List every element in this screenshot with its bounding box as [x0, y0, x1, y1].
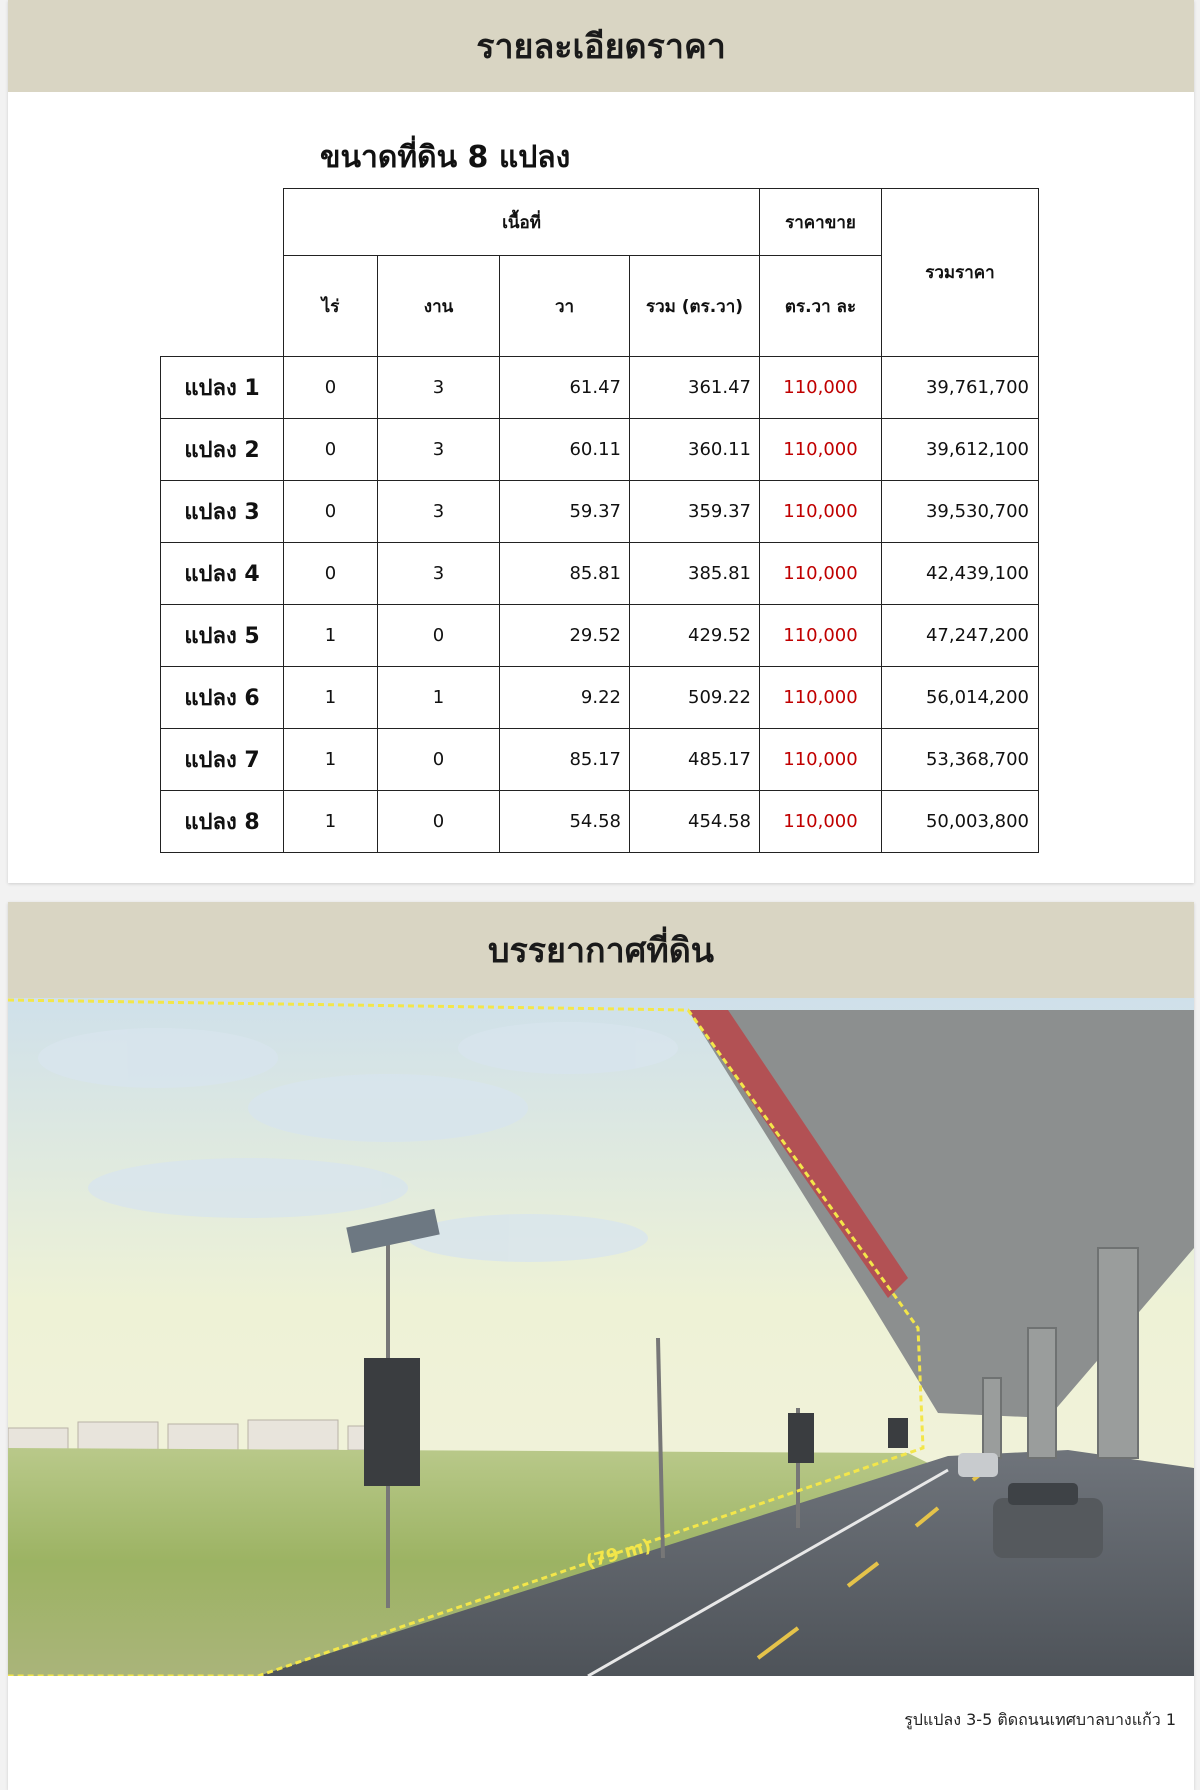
table-row	[161, 357, 1039, 419]
table-row	[161, 481, 1039, 543]
plot-rai: 0	[284, 543, 378, 605]
header-total-price: รวมราคา	[882, 189, 1039, 357]
plot-wa: 29.52	[500, 605, 630, 667]
plot-name: แปลง 1	[161, 357, 284, 419]
plot-total: 39,530,700	[882, 481, 1039, 543]
table-row	[161, 729, 1039, 791]
plot-sum: 429.52	[630, 605, 760, 667]
table-row	[161, 543, 1039, 605]
plot-ngan: 0	[378, 729, 500, 791]
plot-sum: 360.11	[630, 419, 760, 481]
plot-wa: 9.22	[500, 667, 630, 729]
header-sale-price: ราคาขาย	[760, 189, 882, 256]
table-row	[161, 667, 1039, 729]
plot-price: 110,000	[760, 729, 882, 791]
plot-total: 42,439,100	[882, 543, 1039, 605]
plot-price: 110,000	[760, 481, 882, 543]
plot-name: แปลง 5	[161, 605, 284, 667]
plot-ngan: 0	[378, 791, 500, 853]
plot-wa: 59.37	[500, 481, 630, 543]
land-photo	[8, 998, 1194, 1676]
plot-name: แปลง 8	[161, 791, 284, 853]
header-wa: วา	[500, 256, 630, 357]
plot-total: 50,003,800	[882, 791, 1039, 853]
plot-name: แปลง 4	[161, 543, 284, 605]
plot-total: 56,014,200	[882, 667, 1039, 729]
header-ngan: งาน	[378, 256, 500, 357]
plot-price: 110,000	[760, 357, 882, 419]
price-details-card	[8, 0, 1194, 883]
plot-rai: 1	[284, 791, 378, 853]
plot-total: 53,368,700	[882, 729, 1039, 791]
plot-ngan: 1	[378, 667, 500, 729]
plot-name: แปลง 6	[161, 667, 284, 729]
plot-total: 39,612,100	[882, 419, 1039, 481]
plot-price: 110,000	[760, 791, 882, 853]
plot-name: แปลง 3	[161, 481, 284, 543]
plot-price: 110,000	[760, 543, 882, 605]
plot-sum: 359.37	[630, 481, 760, 543]
header-blank	[161, 256, 284, 357]
plot-wa: 60.11	[500, 419, 630, 481]
plot-sum: 361.47	[630, 357, 760, 419]
plot-rai: 0	[284, 357, 378, 419]
land-atmosphere-card	[8, 902, 1194, 1790]
plot-wa: 61.47	[500, 357, 630, 419]
table-row	[161, 605, 1039, 667]
plot-sum: 385.81	[630, 543, 760, 605]
price-section-title: รายละเอียดราคา	[8, 0, 1194, 92]
land-size-subtitle: ขนาดที่ดิน 8 แปลง	[320, 140, 571, 175]
plot-total: 39,761,700	[882, 357, 1039, 419]
distance-label: (79 m)	[583, 1535, 654, 1573]
header-area: เนื้อที่	[284, 189, 760, 256]
header-blank	[161, 189, 284, 256]
plot-ngan: 3	[378, 419, 500, 481]
plot-name: แปลง 7	[161, 729, 284, 791]
plot-ngan: 3	[378, 481, 500, 543]
table-row	[161, 791, 1039, 853]
atmosphere-section-title: บรรยากาศที่ดิน	[8, 902, 1194, 998]
plot-rai: 0	[284, 419, 378, 481]
plot-rai: 1	[284, 729, 378, 791]
plot-rai: 1	[284, 667, 378, 729]
plot-wa: 85.17	[500, 729, 630, 791]
plot-sum: 509.22	[630, 667, 760, 729]
plot-name: แปลง 2	[161, 419, 284, 481]
plot-rai: 1	[284, 605, 378, 667]
plot-rai: 0	[284, 481, 378, 543]
header-rai: ไร่	[284, 256, 378, 357]
plot-ngan: 3	[378, 357, 500, 419]
plot-wa: 54.58	[500, 791, 630, 853]
plot-wa: 85.81	[500, 543, 630, 605]
photo-caption: รูปแปลง 3-5 ติดถนนเทศบาลบางแก้ว 1	[904, 1710, 1176, 1729]
table-row	[161, 419, 1039, 481]
plot-total: 47,247,200	[882, 605, 1039, 667]
plot-price: 110,000	[760, 419, 882, 481]
plot-price: 110,000	[760, 605, 882, 667]
price-table	[160, 188, 1039, 853]
plot-sum: 454.58	[630, 791, 760, 853]
header-per-sqwa: ตร.วา ละ	[760, 256, 882, 357]
plot-ngan: 0	[378, 605, 500, 667]
header-sum-sqwa: รวม (ตร.วา)	[630, 256, 760, 357]
plot-sum: 485.17	[630, 729, 760, 791]
plot-price: 110,000	[760, 667, 882, 729]
plot-ngan: 3	[378, 543, 500, 605]
